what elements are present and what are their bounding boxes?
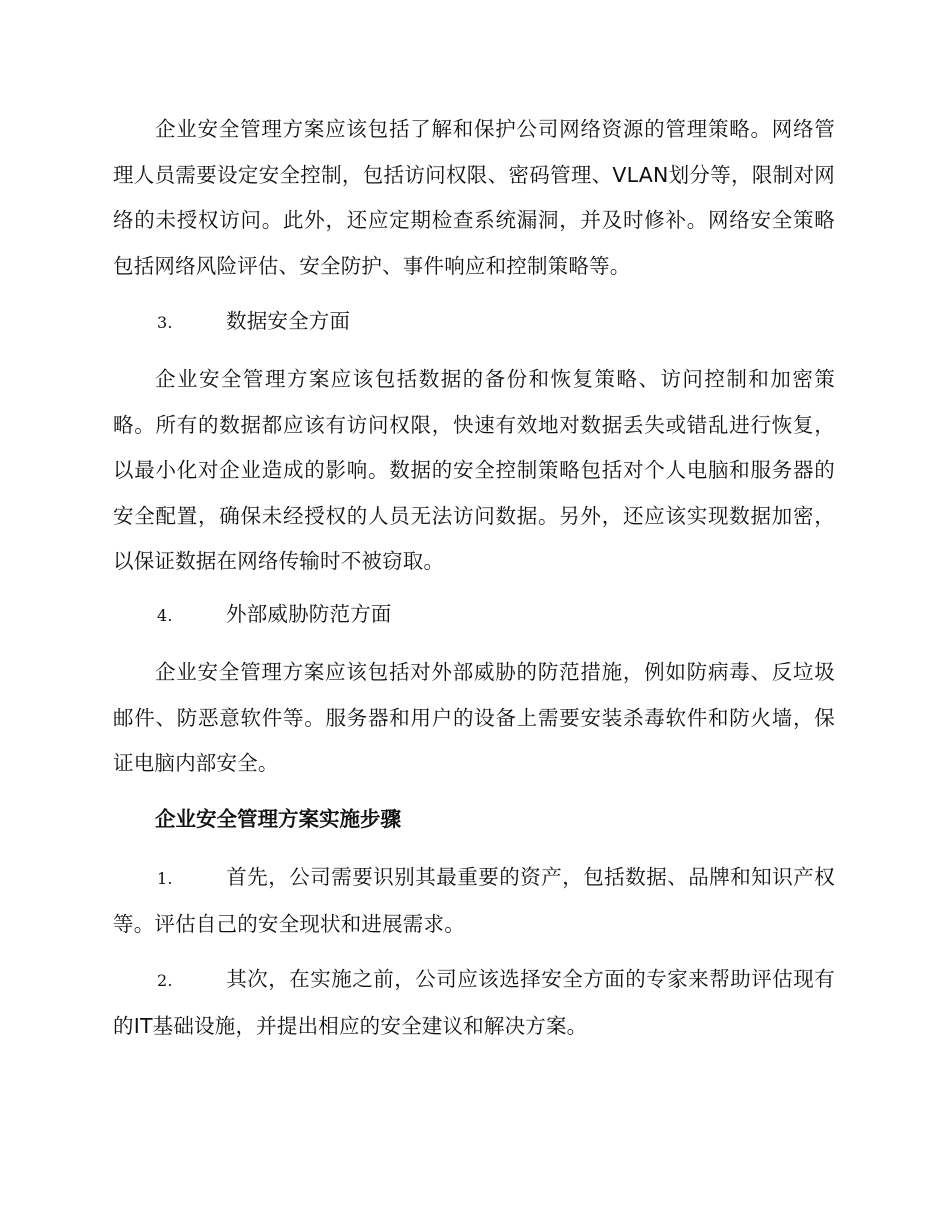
step-text: 其次，在实施之前，公司应该选择安全方面的专家来帮助评估现有的IT基础设施，并提出相应的安全建议和解决方案。 <box>113 967 835 1038</box>
list-number: 3. <box>157 313 173 332</box>
data-security-paragraph: 企业安全管理方案应该包括数据的备份和恢复策略、访问控制和加密策略。所有的数据都应该有访问权限，快速有效地对数据丢失或错乱进行恢复，以最小化对企业造成的影响。数据的安全控制策略包括对个人电脑和服务器的安全配置，确保未经授权的人员无法访问数据。另外，还应该实现数据加密，以保证数据在网络传输时不被窃取。 <box>113 367 835 573</box>
external-threats-paragraph: 企业安全管理方案应该包括对外部威胁的防范措施，例如防病毒、反垃圾邮件、防恶意软件等。服务器和用户的设备上需要安装杀毒软件和防火墙，保证电脑内部安全。 <box>113 660 835 775</box>
step-number: 2. <box>157 971 173 990</box>
list-item-label: 数据安全方面 <box>226 309 351 333</box>
list-item-data-security <box>113 299 835 346</box>
step-item-2 <box>113 957 835 1049</box>
step-item-1 <box>113 855 835 947</box>
network-security-paragraph: 企业安全管理方案应该包括了解和保护公司网络资源的管理策略。网络管理人员需要设定安全控制，包括访问权限、密码管理、VLAN划分等，限制对网络的未授权访问。此外，还应定期检查系统漏洞，并及时修补。网络安全策略包括网络风险评估、安全防护、事件响应和控制策略等。 <box>113 117 835 278</box>
step-number: 1. <box>157 869 173 888</box>
list-item-external-threats <box>113 592 835 639</box>
list-item-label: 外部威胁防范方面 <box>226 602 392 626</box>
step-text: 首先，公司需要识别其最重要的资产，包括数据、品牌和知识产权等。评估自己的安全现状和进展需求。 <box>113 865 835 936</box>
list-number: 4. <box>157 606 173 625</box>
section-heading: 企业安全管理方案实施步骤 <box>155 807 401 831</box>
